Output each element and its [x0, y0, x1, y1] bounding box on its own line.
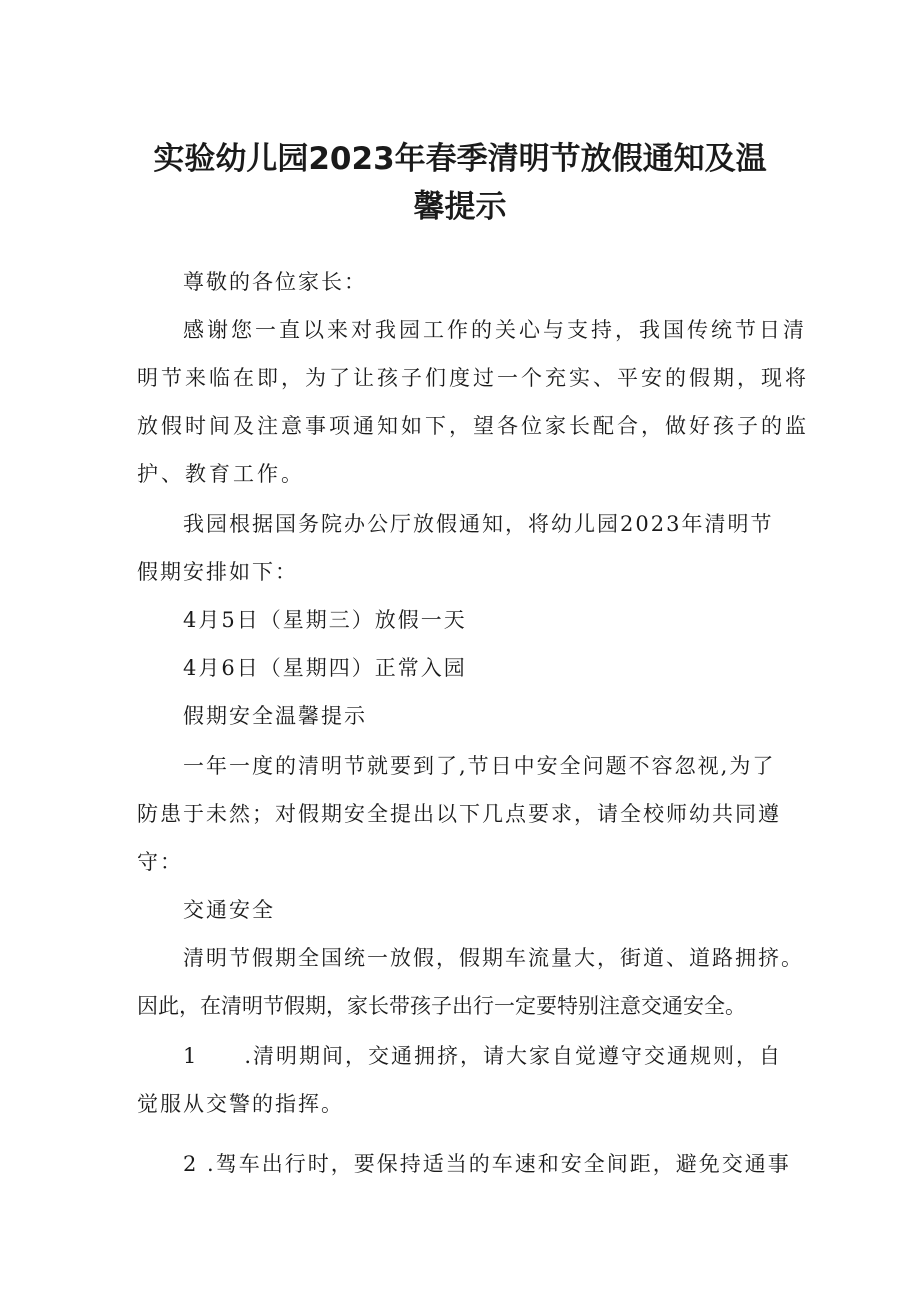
paragraph-line: 假期安排如下：	[137, 560, 298, 584]
paragraph-line: 护、教育工作。	[137, 462, 305, 486]
paragraph-line: 清明节假期全国统一放假，假期车流量大，街道、道路拥挤。	[183, 946, 804, 970]
schedule-item: 4月6日（星期四）正常入园	[183, 656, 467, 680]
list-item-line: 2 .驾车出行时，要保持适当的车速和安全间距，避免交通事	[183, 1152, 791, 1176]
document-title-line-2: 馨提示	[413, 189, 507, 225]
section-heading: 交通安全	[183, 898, 275, 922]
list-item-line: 1 .清明期间，交通拥挤，请大家自觉遵守交通规则，自	[183, 1044, 783, 1068]
list-item-line: 觉服从交警的指挥。	[137, 1092, 344, 1116]
paragraph-line: 明节来临在即，为了让孩子们度过一个充实、平安的假期，现将	[137, 366, 809, 390]
salutation: 尊敬的各位家长：	[183, 270, 367, 294]
section-heading: 假期安全温馨提示	[183, 704, 367, 728]
paragraph-line: 因此，在清明节假期，家长带孩子出行一定要特别注意交通安全。	[137, 994, 746, 1018]
document-title-line-1: 实验幼儿园2023年春季清明节放假通知及温	[153, 141, 767, 177]
paragraph-line: 守：	[137, 850, 183, 874]
paragraph-line: 我园根据国务院办公厅放假通知，将幼儿园2023年清明节	[183, 512, 774, 536]
schedule-item: 4月5日（星期三）放假一天	[183, 608, 467, 632]
paragraph-line: 放假时间及注意事项通知如下，望各位家长配合，做好孩子的监	[137, 414, 809, 438]
paragraph-line: 一年一度的清明节就要到了,节日中安全问题不容忽视,为了	[183, 754, 776, 778]
paragraph-line: 防患于未然；对假期安全提出以下几点要求，请全校师幼共同遵	[137, 802, 781, 826]
paragraph-line: 感谢您一直以来对我园工作的关心与支持，我国传统节日清	[183, 318, 807, 342]
